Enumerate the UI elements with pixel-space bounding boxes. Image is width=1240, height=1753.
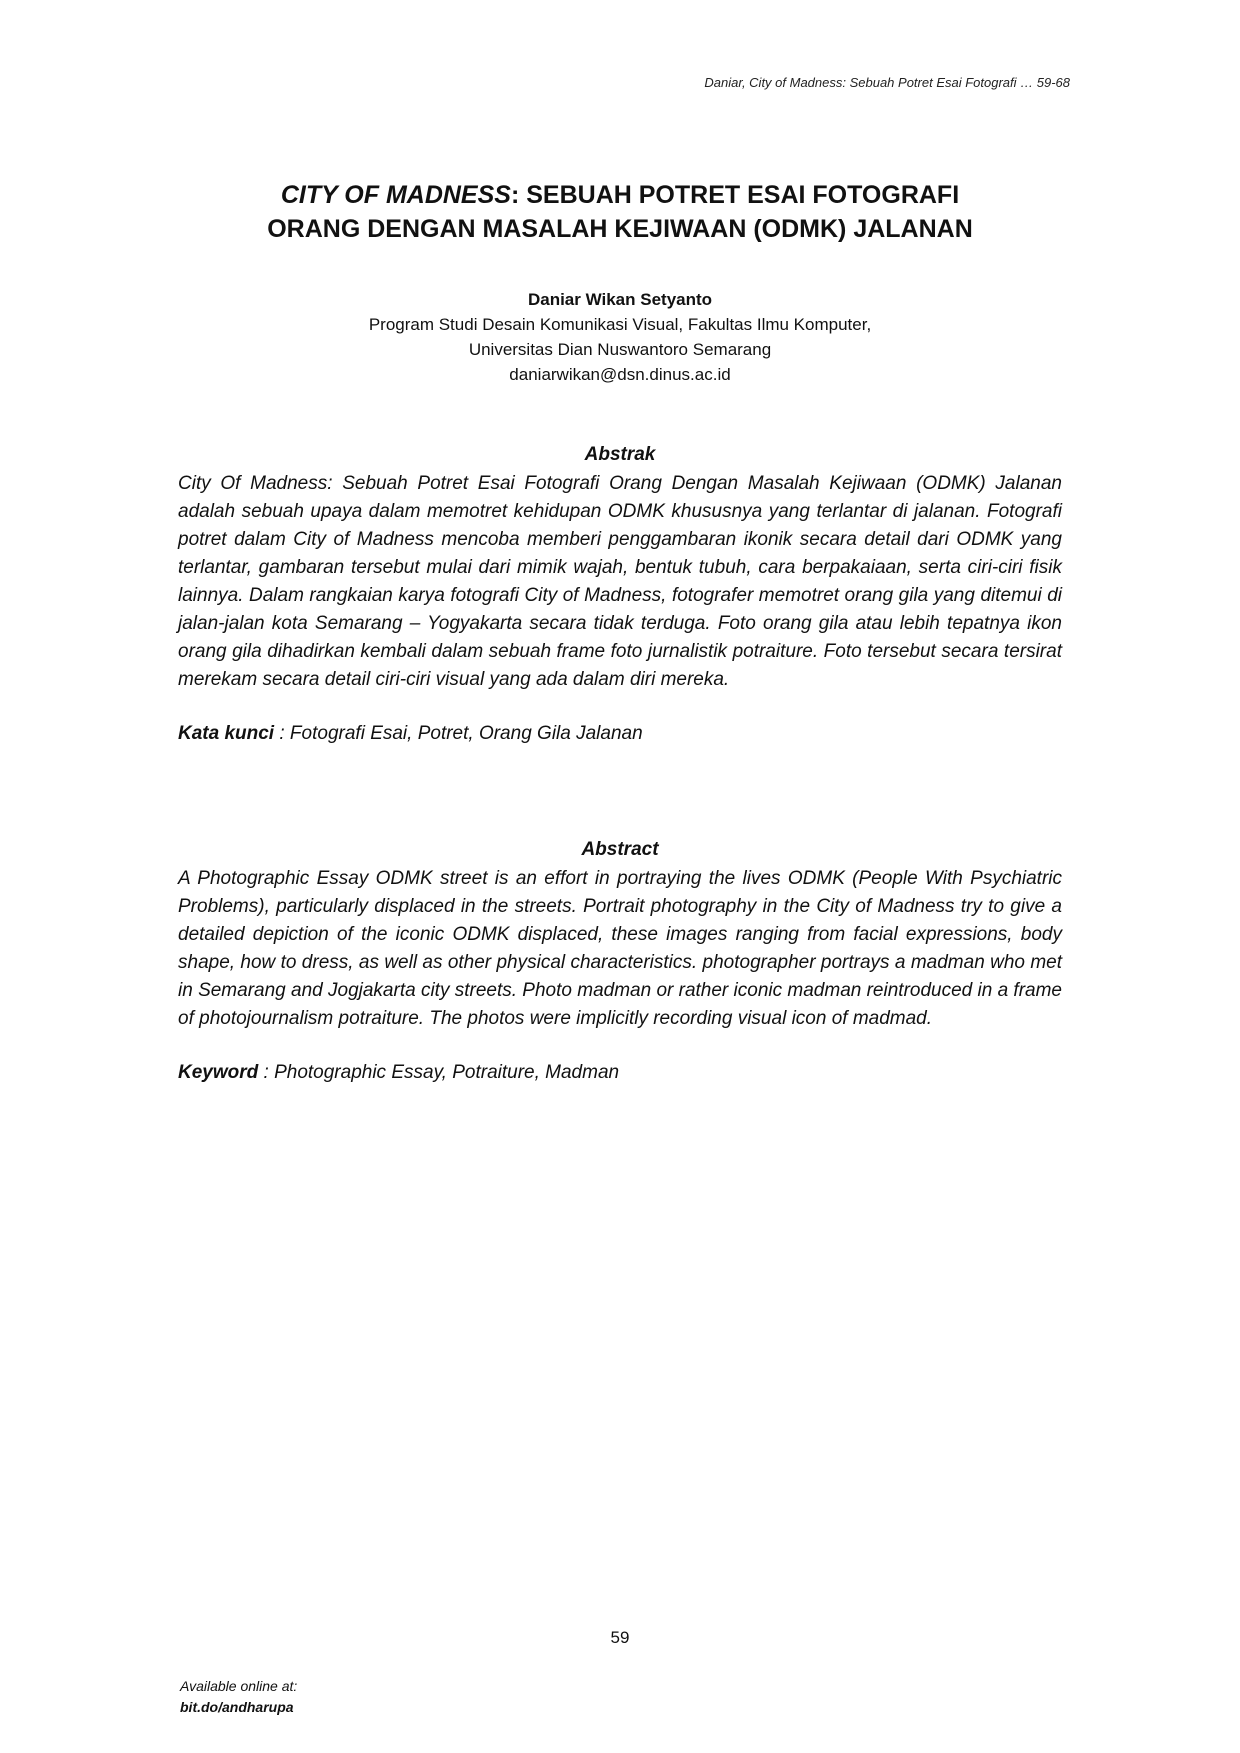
keyword-label: Keyword [178,1062,259,1083]
kata-kunci-label: Kata kunci [178,723,275,744]
abstract-heading: Abstract [581,839,659,860]
title-rest-part: : SEBUAH POTRET ESAI FOTOGRAFI [510,181,960,209]
abstract-keywords [178,1059,1062,1087]
author-block [0,287,1240,387]
title-italic-part: CITY OF MADNESS [280,181,511,209]
author-affiliation-2: Universitas Dian Nuswantoro Semarang [468,340,772,359]
paper-title [0,178,1240,246]
keyword-text: : Photographic Essay, Potraiture, Madman [258,1062,620,1083]
abstrak-body: City Of Madness: Sebuah Potret Esai Fotografi Orang Dengan Masalah Kejiwaan (ODMK) Jalanan adalah sebuah upaya dalam memotret kehidupan ODMK khususnya yang terlantar di jalanan. Fotografi potret dalam City of Madness mencoba memberi penggambaran ikonik secara detail dari ODMK yang terlantar, gambaran tersebut mulai dari mimik wajah, bentuk tubuh, cara berpakaiaan, serta ciri-ciri fisik lainnya. Dalam rangkaian karya fotografi City of Madness, fotografer memotret orang gila yang ditemui di jalan-jalan kota Semarang – Yogyakarta secara tidak terduga. Foto orang gila atau lebih tepatnya ikon orang gila dihadirkan kembali dalam sebuah frame foto jurnalistik potraiture. Foto tersebut secara tersirat merekam secara detail ciri-ciri visual yang ada dalam diri mereka. [178,473,1062,690]
title-line-1 [0,178,1240,212]
page-number: 59 [610,1628,630,1647]
abstract-body: A Photographic Essay ODMK street is an effort in portraying the lives ODMK (People With Psychiatric Problems), particularly displaced in the streets. Portrait photography in the City of Madness try to give a detailed depiction of the iconic ODMK displaced, these images ranging from facial expressions, body shape, how to dress, as well as other physical characteristics. photographer portrays a madman who met in Semarang and Jogjakarta city streets. Photo madman or rather iconic madman reintroduced in a frame of photojournalism potraiture. The photos were implicitly recording visual icon of madmad. [178,868,1062,1029]
title-line-2: ORANG DENGAN MASALAH KEJIWAAN (ODMK) JALANAN [267,215,973,243]
running-head: Daniar, City of Madness: Sebuah Potret Esai Fotografi … 59-68 [704,75,1070,90]
footer [180,1676,297,1718]
author-email: daniarwikan@dsn.dinus.ac.id [509,365,731,384]
abstract-section [178,837,1062,1087]
abstrak-keywords [178,720,1062,748]
footer-url: bit.do/andharupa [180,1699,294,1715]
abstrak-section [178,442,1062,748]
author-name: Daniar Wikan Setyanto [527,290,713,309]
author-affiliation-1: Program Studi Desain Komunikasi Visual, Fakultas Ilmu Komputer, [368,315,872,334]
abstrak-heading: Abstrak [584,444,656,465]
footer-available: Available online at: [180,1678,298,1694]
kata-kunci-text: : Fotografi Esai, Potret, Orang Gila Jalanan [274,723,643,744]
